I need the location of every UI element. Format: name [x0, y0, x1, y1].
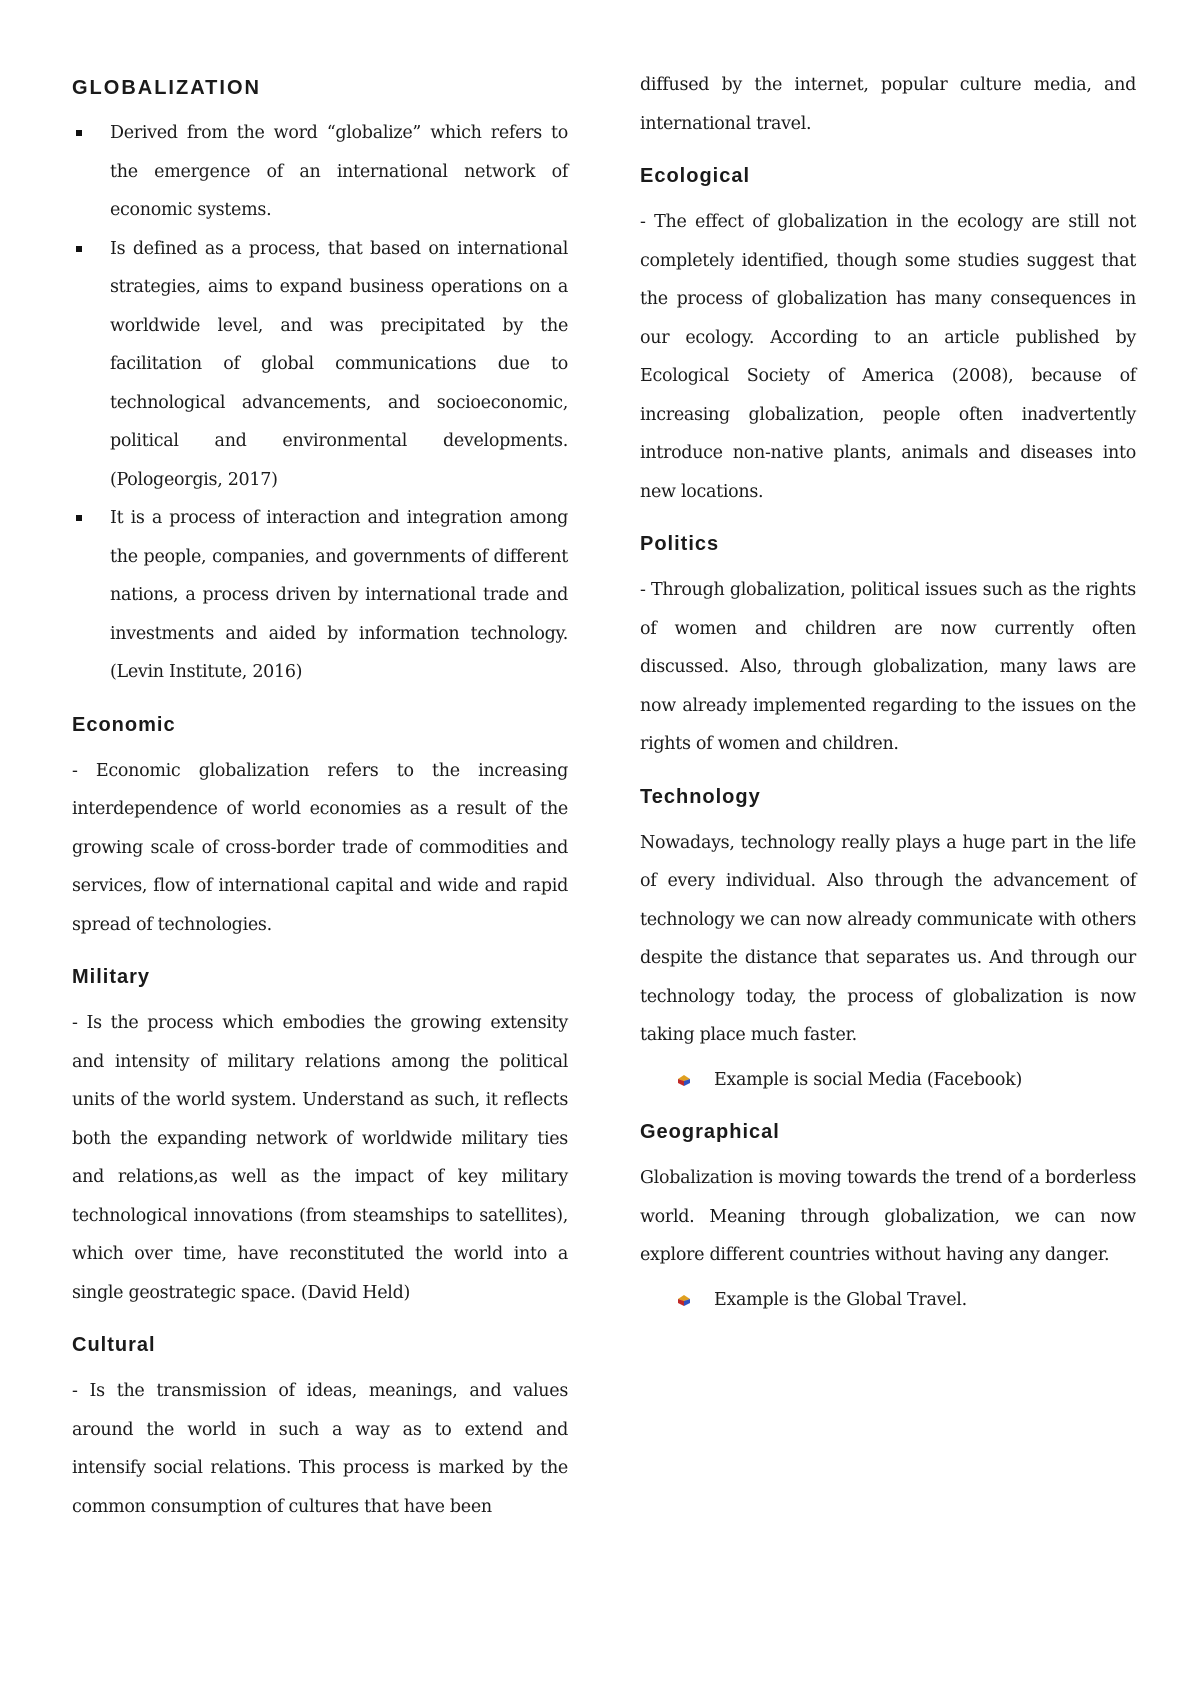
technology-example-text: Example is social Media (Facebook): [714, 1069, 1022, 1090]
left-column: [72, 66, 568, 1526]
definition-item: [72, 230, 568, 500]
definition-item: [72, 499, 568, 692]
ecological-text: - The effect of globalization in the ecology are still not completely identified, though some studies suggest that the process of globalization has many consequences in our ecology. According to an article published by Ecological Society of America (2008), because of increasing globalization, people often inadvertently introduce non-native plants, animals and diseases into new locations.: [640, 212, 1136, 502]
cultural-heading: Cultural: [72, 1334, 156, 1356]
military-heading: Military: [72, 966, 151, 988]
right-column: [640, 66, 1136, 1319]
ecological-heading: Ecological: [640, 165, 751, 187]
square-bullet-icon: [76, 246, 82, 252]
economic-text: - Economic globalization refers to the increasing interdependence of world economies as a result of the growing scale of cross-border trade of commodities and services, flow of international capital and wide and rapid spread of technologies.: [72, 760, 568, 935]
arrow-bullet-icon: [676, 1293, 692, 1307]
example-item: [640, 1061, 1136, 1100]
politics-text: - Through globalization, political issues such as the rights of women and children are now currently often discussed. Also, through globalization, many laws are now already implemented regarding to the issues on the rights of women and children.: [640, 580, 1136, 754]
definition-list: [72, 114, 568, 692]
definition-item: [72, 114, 568, 230]
page-title: GLOBALIZATION: [72, 77, 261, 99]
arrow-bullet-icon: [676, 1073, 692, 1087]
geographical-example-list: [640, 1281, 1136, 1320]
technology-text: Nowadays, technology really plays a huge part in the life of every individual. Also through the advancement of technology we can now already communicate with others despite the distance that separates us. And through our technology today, the process of globalization is now taking place much faster.: [640, 832, 1136, 1045]
technology-heading: Technology: [640, 785, 761, 808]
geographical-example-text: Example is the Global Travel.: [714, 1289, 967, 1310]
geographical-heading: Geographical: [640, 1121, 780, 1143]
economic-heading: Economic: [72, 713, 176, 736]
geographical-text: Globalization is moving towards the trend of a borderless world. Meaning through globalization, we can now explore different countries without having any danger.: [640, 1168, 1136, 1265]
politics-heading: Politics: [640, 533, 720, 555]
cultural-text-continued: diffused by the internet, popular culture media, and international travel.: [640, 75, 1136, 134]
technology-example-list: [640, 1061, 1136, 1100]
definition-text: It is a process of interaction and integration among the people, companies, and governments of different nations, a process driven by international trade and investments and aided by information technology. (Levin Institute, 2016): [110, 508, 568, 682]
definition-text: Derived from the word “globalize” which refers to the emergence of an international network of economic systems.: [110, 123, 568, 220]
square-bullet-icon: [76, 515, 82, 521]
example-item: [640, 1281, 1136, 1320]
military-text: - Is the process which embodies the growing extensity and intensity of military relations among the political units of the world system. Understand as such, it reflects both the expanding network of worldwide military ties and relations,as well as the impact of key military technological innovations (from steamships to satellites), which over time, have reconstituted the world into a single geostrategic space. (David Held): [72, 1013, 568, 1303]
definition-text: Is defined as a process, that based on international strategies, aims to expand business operations on a worldwide level, and was precipitated by the facilitation of global communications due to technological advancements, and socioeconomic, political and environmental developments. (Pologeorgis, 2017): [110, 238, 568, 490]
square-bullet-icon: [76, 130, 82, 136]
cultural-text: - Is the transmission of ideas, meanings, and values around the world in such a way as to extend and intensify social relations. This process is marked by the common consumption of cultures that have been: [72, 1381, 568, 1517]
